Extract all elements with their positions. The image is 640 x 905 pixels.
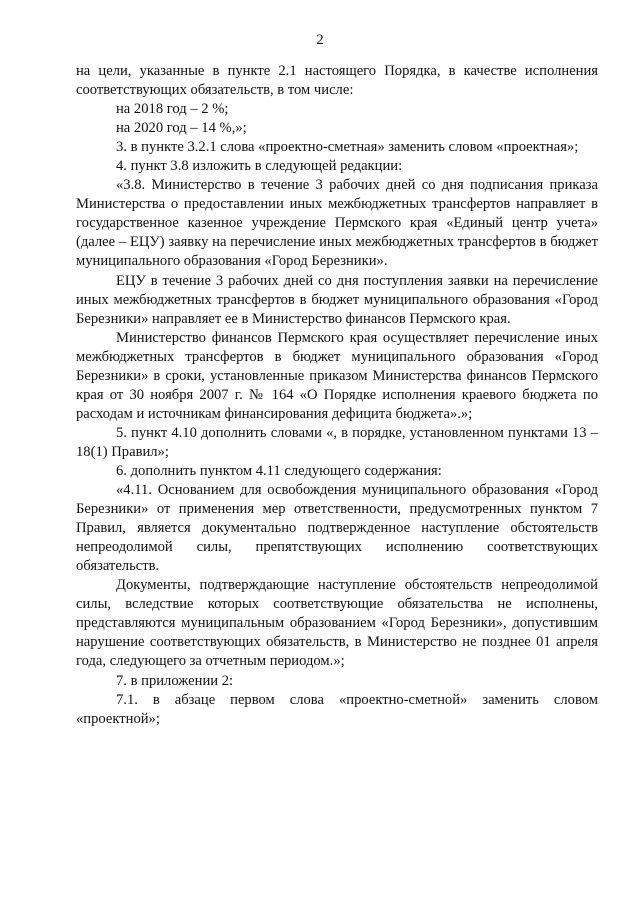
document-body bbox=[76, 62, 598, 729]
page-number: 2 bbox=[316, 32, 324, 48]
paragraph: «3.8. Министерство в течение 3 рабочих дней со дня подписания приказа Министерства о предоставлении иных межбюджетных трансфертов направляет в государственное казенное учреждение Пермского края «Единый центр учета» (далее – ЕЦУ) заявку на перечисление иных межбюджетных трансфертов в бюджет муниципального образования «Город Березники». bbox=[76, 177, 598, 270]
paragraph: 4. пункт 3.8 изложить в следующей редакции: bbox=[116, 158, 403, 175]
paragraph: Министерство финансов Пермского края осуществляет перечисление иных межбюджетных трансфертов в бюджет муниципального образования «Город Березники» в сроки, установленные приказом Министерства финансов Пермского края от 30 ноября 2007 г. № 164 «О Порядке исполнения краевого бюджета по расходам и источникам финансирования дефицита бюджета».»; bbox=[76, 329, 598, 422]
paragraph: 3. в пункте 3.2.1 слова «проектно-сметная» заменить словом «проектная»; bbox=[116, 139, 579, 156]
paragraph: на цели, указанные в пункте 2.1 настоящего Порядка, в качестве исполнения соответствующих обязательств, в том числе: bbox=[76, 63, 598, 99]
paragraph: 5. пункт 4.10 дополнить словами «, в порядке, установленном пунктами 13 – 18(1) Правил»; bbox=[76, 424, 598, 460]
paragraph: 7. в приложении 2: bbox=[116, 672, 234, 689]
paragraph: на 2020 год – 14 %,»; bbox=[116, 120, 247, 137]
paragraph: ЕЦУ в течение 3 рабочих дней со дня поступления заявки на перечисление иных межбюджетных трансфертов в бюджет муниципального образования «Город Березники» направляет ее в Министерство финансов Пермского края. bbox=[76, 272, 598, 327]
paragraph: 6. дополнить пунктом 4.11 следующего содержания: bbox=[116, 462, 442, 479]
paragraph: Документы, подтверждающие наступление обстоятельств непреодолимой силы, вследствие которых соответствующие обязательства не исполнены, представляются муниципальным образованием «Город Березники», допустившим нарушение соответствующих обязательств, в Министерство не позднее 01 апреля года, следующего за отчетным периодом.»; bbox=[76, 577, 598, 670]
paragraph: «4.11. Основанием для освобождения муниципального образования «Город Березники» от применения мер ответственности, предусмотренных пунктом 7 Правил, является документально подтвержденное наступление обстоятельств непреодолимой силы, препятствующих исполнению соответствующих обязательств. bbox=[76, 482, 598, 575]
paragraph: 7.1. в абзаце первом слова «проектно-сметной» заменить словом «проектной»; bbox=[76, 691, 598, 727]
paragraph: на 2018 год – 2 %; bbox=[116, 101, 229, 118]
